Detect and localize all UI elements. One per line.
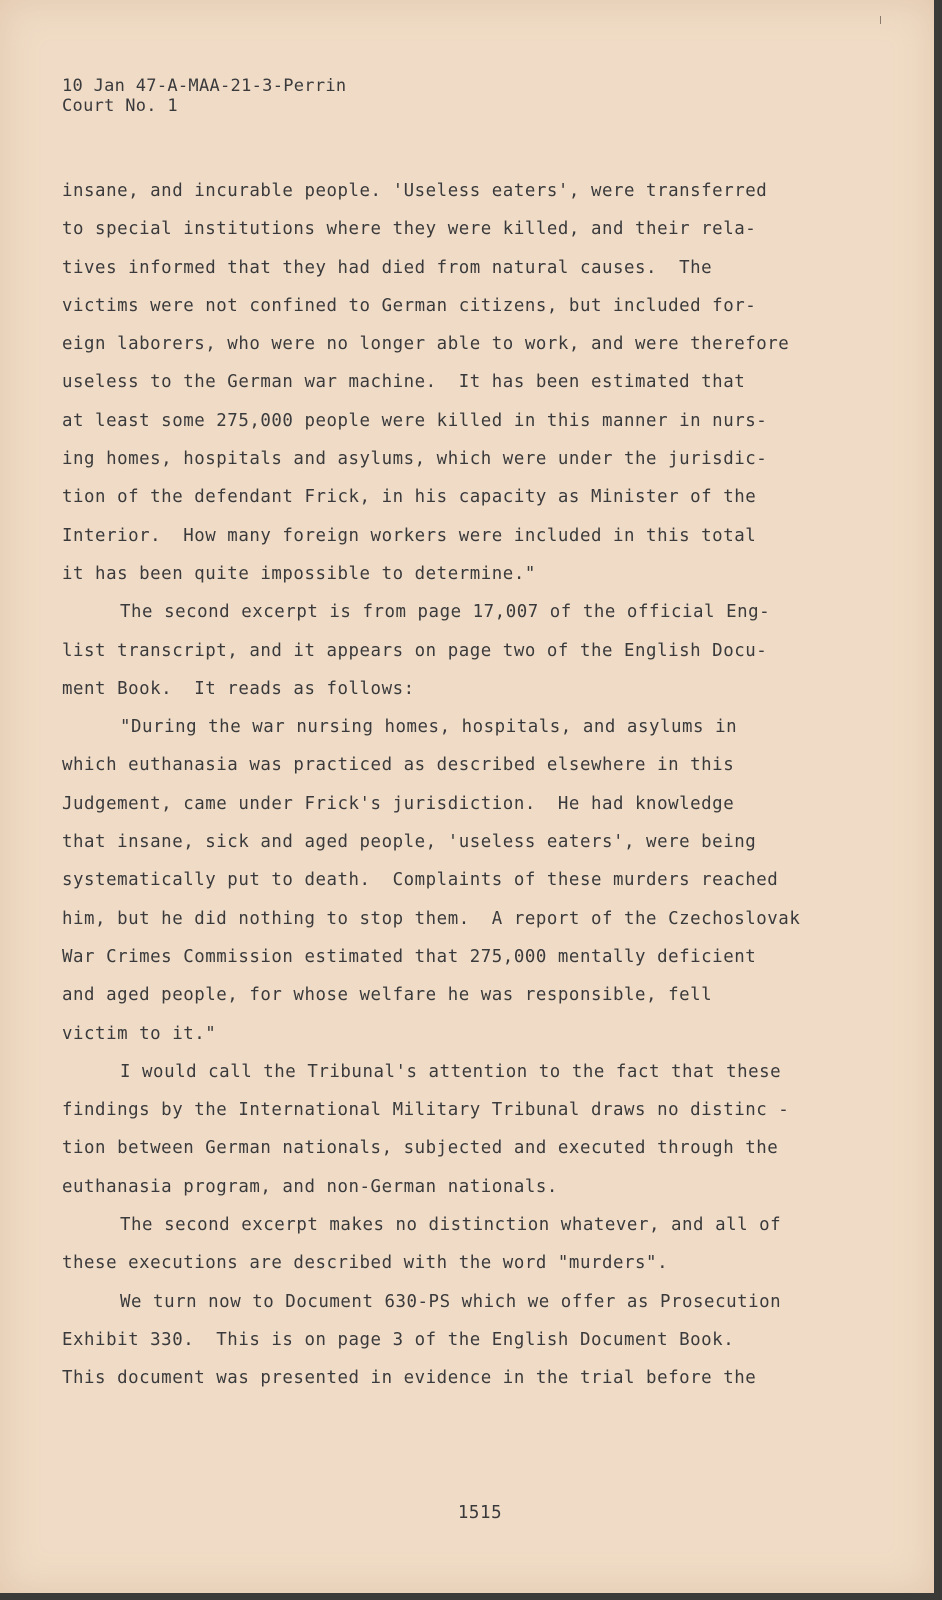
- page-number: 1515: [457, 1503, 503, 1523]
- transcript-line: euthanasia program, and non-German nationals.: [62, 1176, 558, 1197]
- transcript-line: "During the war nursing homes, hospitals, and asylums in: [120, 717, 738, 738]
- transcript-line: ment Book. It reads as follows:: [62, 678, 415, 699]
- transcript-line: these executions are described with the word "murders".: [62, 1253, 669, 1274]
- transcript-line: that insane, sick and aged people, 'useless eaters', were being: [62, 832, 757, 853]
- transcript-line: insane, and incurable people. 'Useless eaters', were transferred: [62, 181, 768, 201]
- margin-mark: [880, 16, 881, 24]
- transcript-line: victims were not confined to German citizens, but included for-: [62, 295, 757, 316]
- transcript-line: victim to it.": [62, 1023, 217, 1044]
- transcript-line: The second excerpt is from page 17,007 of the official Eng-: [120, 602, 771, 623]
- transcript-line: Judgement, came under Frick's jurisdiction. He had knowledge: [62, 793, 735, 814]
- transcript-line: list transcript, and it appears on page two of the English Docu-: [62, 640, 768, 661]
- document-header: [62, 76, 346, 116]
- transcript-line: This document was presented in evidence in the trial before the: [62, 1368, 757, 1389]
- transcript-line: ing homes, hospitals and asylums, which were under the jurisdic-: [62, 449, 768, 470]
- transcript-line: useless to the German war machine. It has been estimated that: [62, 372, 746, 393]
- transcript-line: Exhibit 330. This is on page 3 of the English Document Book.: [62, 1329, 735, 1350]
- transcript-line: systematically put to death. Complaints of these murders reached: [62, 870, 779, 891]
- transcript-line: I would call the Tribunal's attention to the fact that these: [120, 1061, 782, 1082]
- transcript-line: tion between German nationals, subjected and executed through the: [62, 1138, 779, 1159]
- transcript-line: War Crimes Commission estimated that 275,000 mentally deficient: [62, 946, 757, 967]
- transcript-line: to special institutions where they were killed, and their rela-: [62, 219, 757, 240]
- transcript-line: him, but he did nothing to stop them. A report of the Czechoslovak: [62, 908, 801, 929]
- transcript-line: and aged people, for whose welfare he was responsible, fell: [62, 985, 713, 1006]
- header-court: Court No. 1: [62, 96, 178, 116]
- transcript-body: [62, 172, 902, 1398]
- transcript-line: tives informed that they had died from natural causes. The: [62, 257, 713, 278]
- transcript-line: findings by the International Military Tribunal draws no distinc -: [62, 1100, 790, 1121]
- transcript-line: tion of the defendant Frick, in his capacity as Minister of the: [62, 487, 757, 508]
- transcript-line: Interior. How many foreign workers were included in this total: [62, 525, 757, 546]
- transcript-line: it has been quite impossible to determine.": [62, 563, 536, 584]
- transcript-line: We turn now to Document 630-PS which we offer as Prosecution: [120, 1291, 782, 1312]
- transcript-line: The second excerpt makes no distinction whatever, and all of: [120, 1215, 782, 1236]
- transcript-line: which euthanasia was practiced as described elsewhere in this: [62, 755, 735, 776]
- header-reference: 10 Jan 47-A-MAA-21-3-Perrin: [62, 76, 347, 96]
- transcript-line: at least some 275,000 people were killed in this manner in nurs-: [62, 410, 768, 431]
- transcript-line: eign laborers, who were no longer able to work, and were therefore: [62, 334, 790, 355]
